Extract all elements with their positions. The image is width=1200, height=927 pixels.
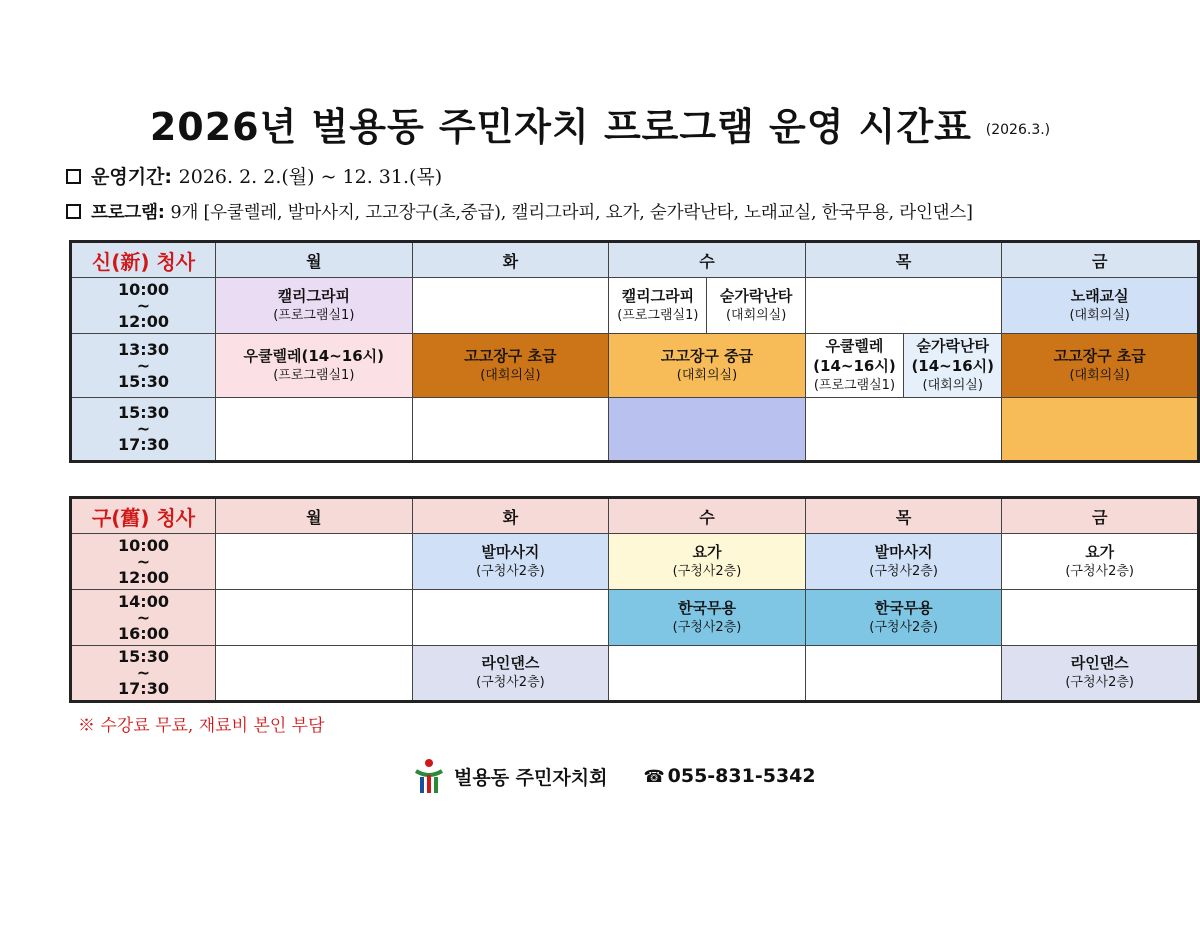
- class-cell: 고고장구 중급 (대회의실): [609, 334, 806, 398]
- empty-cell: [1002, 590, 1199, 646]
- class-cell: 라인댄스 (구청사2층): [1002, 646, 1199, 702]
- operating-period: 운영기간: 2026. 2. 2.(월) ~ 12. 31.(목): [66, 162, 442, 189]
- empty-cell: [805, 278, 1002, 334]
- class-cell: 한국무용 (구청사2층): [805, 590, 1002, 646]
- class-cell: 요가 (구청사2층): [609, 534, 806, 590]
- community-logo: [412, 757, 446, 795]
- class-cell: 라인댄스 (구청사2층): [412, 646, 609, 702]
- class-cell: 우쿨렐레(14~16시) (프로그램실1): [216, 334, 413, 398]
- empty-cell: [805, 398, 1002, 462]
- title-date: (2026.3.): [985, 121, 1051, 138]
- telephone-number: 055-831-5342: [667, 765, 816, 787]
- empty-cell: [216, 398, 413, 462]
- empty-cell: [216, 590, 413, 646]
- title-text: 2026년 벌용동 주민자치 프로그램 운영 시간표: [149, 105, 972, 149]
- day-header: 수: [609, 498, 806, 534]
- day-header: 금: [1002, 498, 1199, 534]
- period-value: 2026. 2. 2.(월) ~ 12. 31.(목): [178, 166, 443, 188]
- day-header: 수: [609, 242, 806, 278]
- program-list: 프로그램: 9개 [우쿨렐레, 발마사지, 고고장구(초,중급), 캘리그라피, 요가, 숟가락난타, 노래교실, 한국무용, 라인댄스]: [66, 199, 973, 224]
- empty-cell: [805, 646, 1002, 702]
- empty-cell: [216, 534, 413, 590]
- time-slot: 13:30 ~ 15:30: [71, 334, 216, 398]
- time-slot: 10:00 ~ 12:00: [71, 534, 216, 590]
- empty-cell: [412, 398, 609, 462]
- period-label: 운영기간: [91, 166, 165, 188]
- class-cell: 한국무용 (구청사2층): [609, 590, 806, 646]
- building-name: 구(舊) 청사: [71, 498, 216, 534]
- time-slot: 10:00 ~ 12:00: [71, 278, 216, 334]
- checkbox-icon: [66, 169, 81, 184]
- time-slot: 14:00 ~ 16:00: [71, 590, 216, 646]
- empty-cell: [412, 590, 609, 646]
- class-cell: 우쿨렐레 (14~16시) (프로그램실1) 숟가락난타 (14~16시) (대회의실): [805, 334, 1002, 398]
- page-title: [0, 96, 1200, 151]
- day-header: 화: [412, 498, 609, 534]
- day-header: 월: [216, 498, 413, 534]
- class-cell: 발마사지 (구청사2층): [805, 534, 1002, 590]
- building-name: 신(新) 청사: [71, 242, 216, 278]
- empty-cell: [216, 646, 413, 702]
- day-header: 금: [1002, 242, 1199, 278]
- programs-label: 프로그램: [91, 203, 158, 223]
- day-header: 월: [216, 242, 413, 278]
- empty-cell: [609, 398, 806, 462]
- empty-cell: [1002, 398, 1199, 462]
- footer: [412, 756, 816, 796]
- empty-cell: [412, 278, 609, 334]
- class-cell: 캘리그라피 (프로그램실1) 숟가락난타 (대회의실): [609, 278, 806, 334]
- class-cell: 발마사지 (구청사2층): [412, 534, 609, 590]
- new-building-schedule: [69, 240, 1200, 463]
- empty-cell: [609, 646, 806, 702]
- day-header: 화: [412, 242, 609, 278]
- telephone-icon: ☎: [643, 767, 665, 787]
- class-cell: 요가 (구청사2층): [1002, 534, 1199, 590]
- day-header: 목: [805, 498, 1002, 534]
- time-slot: 15:30 ~ 17:30: [71, 646, 216, 702]
- fee-note: ※ 수강료 무료, 재료비 본인 부담: [78, 716, 325, 736]
- checkbox-icon: [66, 204, 81, 219]
- day-header: 목: [805, 242, 1002, 278]
- organization-name: 벌용동 주민자치회: [454, 766, 608, 789]
- class-cell: 고고장구 초급 (대회의실): [412, 334, 609, 398]
- class-cell: 고고장구 초급 (대회의실): [1002, 334, 1199, 398]
- class-cell: 노래교실 (대회의실): [1002, 278, 1199, 334]
- telephone: [643, 765, 815, 787]
- programs-value: 9개 [우쿨렐레, 발마사지, 고고장구(초,중급), 캘리그라피, 요가, 숟가락난타, 노래교실, 한국무용, 라인댄스]: [170, 203, 973, 223]
- time-slot: 15:30 ~ 17:30: [71, 398, 216, 462]
- class-cell: 캘리그라피 (프로그램실1): [216, 278, 413, 334]
- old-building-schedule: [69, 496, 1200, 703]
